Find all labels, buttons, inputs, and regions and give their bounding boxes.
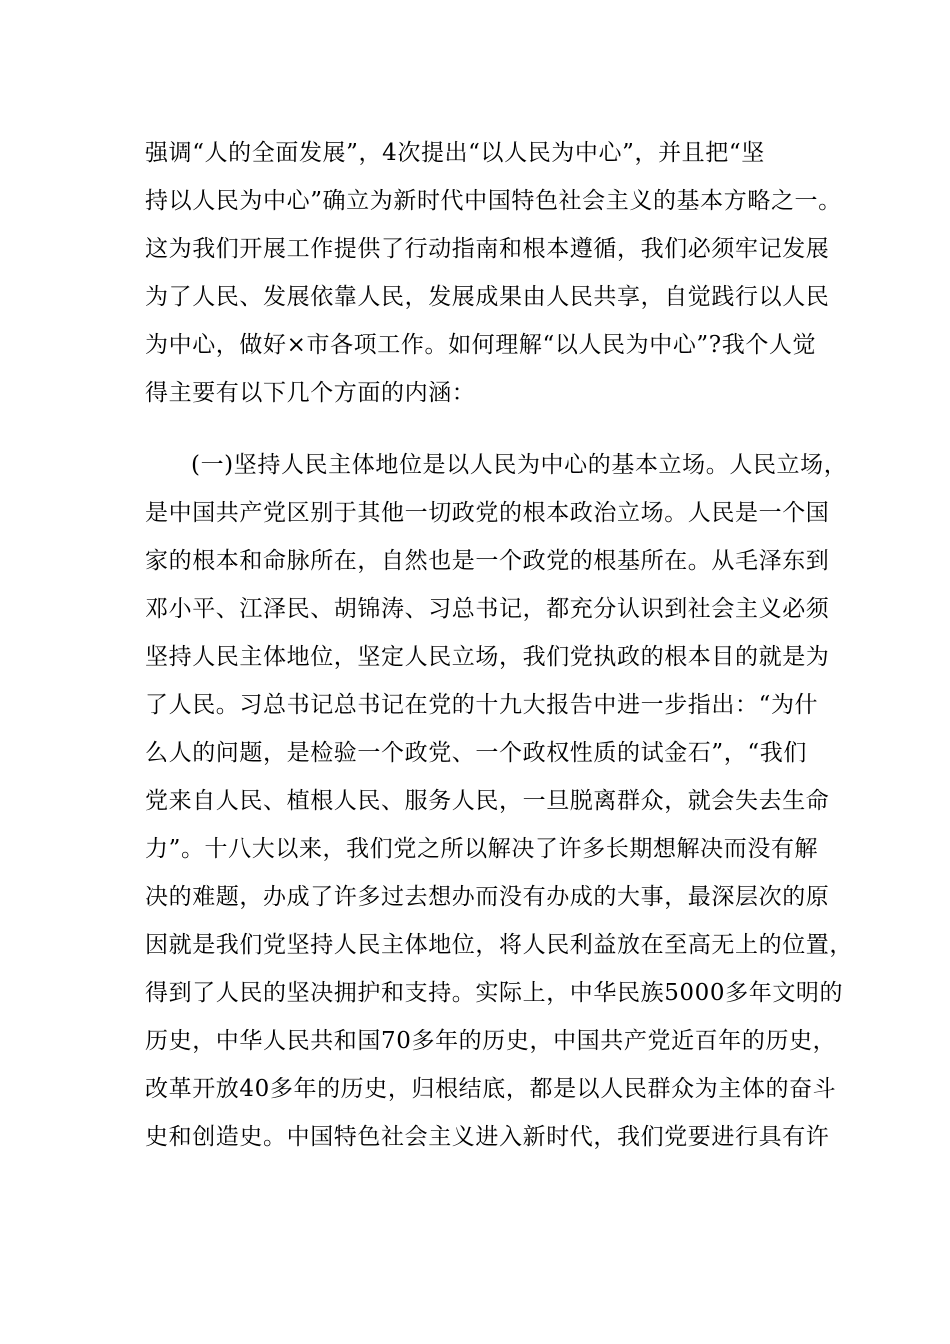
text-line: 强调“人的全面发展”，4次提出“以人民为中心”，并且把“坚 [145, 140, 765, 166]
text-line: 为中心，做好×市各项工作。如何理解“以人民为中心”?我个人觉 [145, 332, 817, 358]
text-line: 么人的问题，是检验一个政党、一个政权性质的试金石”，“我们 [145, 740, 807, 766]
text-line: 这为我们开展工作提供了行动指南和根本遵循，我们必须牢记发展 [145, 236, 830, 262]
text-line: 得主要有以下几个方面的内涵： [145, 380, 476, 406]
text-line: 为了人民、发展依靠人民，发展成果由人民共享，自觉践行以人民 [145, 284, 830, 310]
text-line: 持以人民为中心”确立为新时代中国特色社会主义的基本方略之一。 [145, 188, 842, 214]
text-line: 决的难题，办成了许多过去想办而没有办成的大事，最深层次的原 [145, 884, 830, 910]
text-line: 得到了人民的坚决拥护和支持。实际上，中华民族5000多年文明的 [145, 980, 844, 1006]
text-line: 是中国共产党区别于其他一切政党的根本政治立场。人民是一个国 [145, 500, 830, 526]
text-line: 坚持人民主体地位，坚定人民立场，我们党执政的根本目的就是为 [145, 644, 830, 670]
text-line: 邓小平、江泽民、胡锦涛、习总书记，都充分认识到社会主义必须 [145, 596, 830, 622]
text-line: 因就是我们党坚持人民主体地位，将人民利益放在至高无上的位置， [145, 932, 853, 958]
text-line: 改革开放40多年的历史，归根结底，都是以人民群众为主体的奋斗 [145, 1076, 837, 1102]
text-line: 力”。十八大以来，我们党之所以解决了许多长期想解决而没有解 [145, 836, 819, 862]
text-line: 史和创造史。中国特色社会主义进入新时代，我们党要进行具有许 [145, 1124, 830, 1150]
paragraph-heading-line: (一)坚持人民主体地位是以人民为中心的基本立场。人民立场， [191, 452, 848, 478]
text-line: 党来自人民、植根人民、服务人民，一旦脱离群众，就会失去生命 [145, 788, 830, 814]
text-line: 了人民。习总书记总书记在党的十九大报告中进一步指出：“为什 [145, 692, 819, 718]
text-line: 历史，中华人民共和国70多年的历史，中国共产党近百年的历史， [145, 1028, 837, 1054]
text-line: 家的根本和命脉所在，自然也是一个政党的根基所在。从毛泽东到 [145, 548, 830, 574]
